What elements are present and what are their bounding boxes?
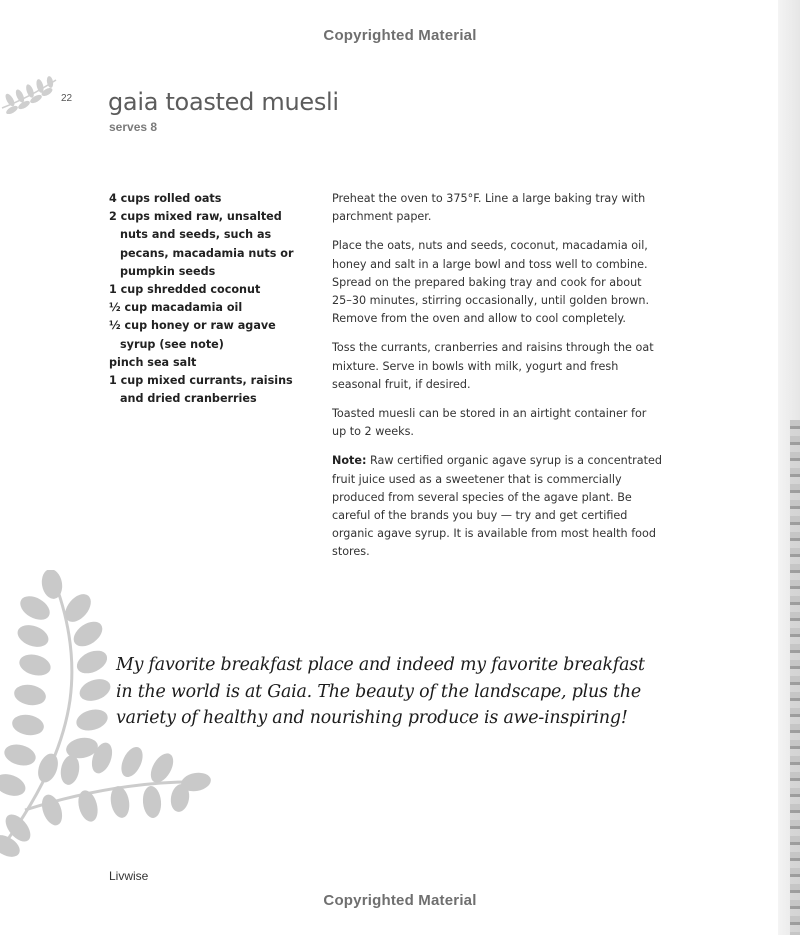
footer-brand: Livwise xyxy=(109,869,149,883)
pull-quote: My favorite breakfast place and indeed my favorite breakfast in the world is at Gaia. The beauty of the landscape, plus the variety of healthy and nourishing produce is awe-inspiring! xyxy=(116,655,645,728)
ingredient-item: 1 cup shredded coconut xyxy=(109,283,261,297)
method-step: Preheat the oven to 375°F. Line a large baking tray with parchment paper. xyxy=(332,192,646,224)
copyright-watermark-top: Copyrighted Material xyxy=(323,27,477,44)
method-column xyxy=(332,190,662,573)
ingredient-item: 1 cup mixed currants, raisins and dried cranberries xyxy=(109,374,293,406)
recipe-note xyxy=(332,452,662,561)
ingredient-list xyxy=(109,190,309,408)
ingredient-item: 2 cups mixed raw, unsalted nuts and seeds, such as pecans, macadamia nuts or pumpkin seeds xyxy=(109,210,294,278)
ingredient-item: ½ cup macadamia oil xyxy=(109,301,243,315)
note-label: Note: xyxy=(332,454,367,468)
ingredient-item: ½ cup honey or raw agave syrup (see note) xyxy=(109,319,276,351)
leaf-sprig-icon xyxy=(0,72,60,114)
recipe-title: gaia toasted muesli xyxy=(108,88,339,116)
ingredient-item: pinch sea salt xyxy=(109,355,197,369)
method-step: Place the oats, nuts and seeds, coconut, macadamia oil, honey and salt in a large bowl and toss well to combine. Spread on the prepared baking tray and cook for about 25–30 minutes, stirring occasionally, until golden brown. Remove from the oven and allow to cool completely. xyxy=(332,239,650,326)
serves-label: serves 8 xyxy=(109,120,158,134)
method-step: Toss the currants, cranberries and raisins through the oat mixture. Serve in bowls with milk, yogurt and fresh seasonal fruit, if desired. xyxy=(332,341,654,391)
copyright-watermark-bottom: Copyrighted Material xyxy=(323,892,477,909)
page-number: 22 xyxy=(61,93,73,104)
ingredient-item: 4 cups rolled oats xyxy=(109,192,222,205)
adjacent-page-edge xyxy=(790,420,800,935)
method-step: Toasted muesli can be stored in an airtight container for up to 2 weeks. xyxy=(332,407,647,439)
note-text: Raw certified organic agave syrup is a concentrated fruit juice used as a sweetener that is commercially produced from several species of the agave plant. Be careful of the brands you buy — try and get certified organic agave syrup. It is available from most health food stores. xyxy=(332,454,662,559)
